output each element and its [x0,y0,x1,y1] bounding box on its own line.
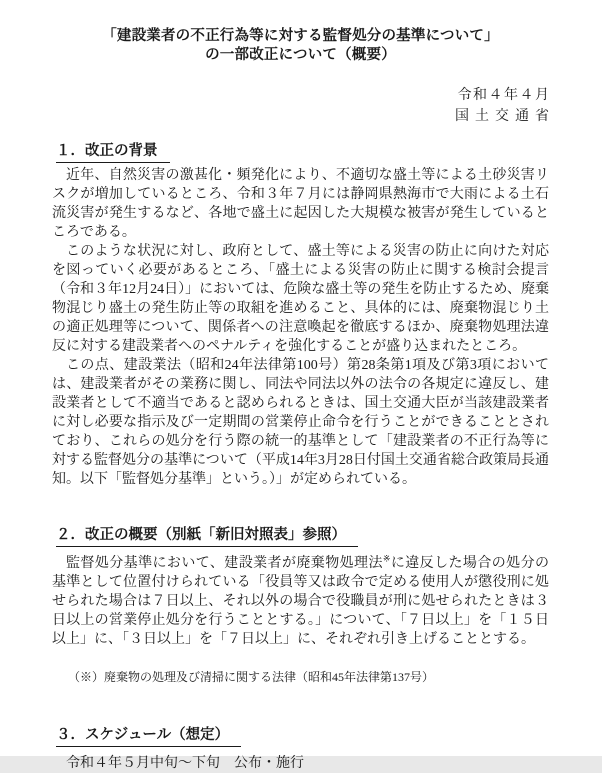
reference-mark: ※ [382,553,391,564]
section-background [52,143,549,489]
section1-paragraph3: この点、建設業法（昭和24年法律第100号）第28条第1項及び第3項においては、建設業者がその業務に関し、同法や同法以外の法令の各規定に違反し、建設業者として不適当であると認められるときは、国土交通大臣が当該建設業者に対し必要な指示及び一定期間の営業停止命令を行うことができることとされており、これらの処分を行う際の統一的基準として「建設業者の不正行為等に対する監督処分の基準について（平成14年3月28日付国土交通省総合政策局長通知。以下「監督処分基準」という。）」が定められている。 [52,358,549,487]
section1-heading-text: １．改正の背景 [56,143,170,163]
section2-paragraph-after-ref: に違反した場合の処分の基準として位置付けられている「役員等又は政令で定める使用人が懲役刑に処せられた場合は７日以上、それ以外の場合で役職員が刑に処せられたときは３日以上の営業停止処分を行うこととする。」について、「７日以上」を「１５日以上」に、「３日以上」を「７日以上」に、それぞれ引き上げることとする。 [52,556,550,647]
schedule-text: 令和４年５月中旬～下旬 公布・施行 [66,756,304,771]
footnote: （※）廃棄物の処理及び清掃に関する法律（昭和45年法律第137号） [68,670,435,684]
section1-paragraph2: このような状況に対し、政府として、盛土等による災害の防止に向けた対応を図っていく必要があるところ、「盛土による災害の防止に関する検討会提言（令和３年12月24日）」においては、危険な盛土等の発生を防止するため、廃棄物混じり盛土の発生防止等の取組を進めること、具体的には、廃棄物混じり土の適正処理等について、関係者への注意喚起を徹底するほか、廃棄物処理法違反に対する建設業者へのペナルティを強化することが盛り込まれたところ。 [52,244,549,354]
section3-heading-text: ３．スケジュール（想定） [56,727,241,747]
section1-heading [56,143,549,163]
section2-heading [56,527,549,547]
document-title-line1: 「建設業者の不正行為等に対する監督処分の基準について」 [102,28,499,44]
section1-paragraph1: 近年、自然災害の激甚化・頻発化により、不適切な盛土等による土砂災害リスクが増加しているところ、令和３年７月には静岡県熱海市で大雨による土石流災害が発生するなど、各地で盛土に起因した大規模な被害が発生しているところである。 [52,168,549,240]
section3-heading [56,727,549,747]
document-title-line2: の一部改正について（概要） [205,47,396,63]
document-organization: 国土交通省 [455,109,555,124]
section-schedule [52,727,549,773]
document-title [52,27,549,65]
document-meta [52,85,555,127]
section2-paragraph [52,554,549,649]
document-date: 令和４年４月 [457,88,551,103]
section2-heading-text: ２．改正の概要（別紙「新旧対照表」参照） [56,527,358,547]
section2-paragraph-before-ref: 監督処分基準において、建設業者が廃棄物処理法 [66,556,383,571]
section-overview [52,527,549,685]
